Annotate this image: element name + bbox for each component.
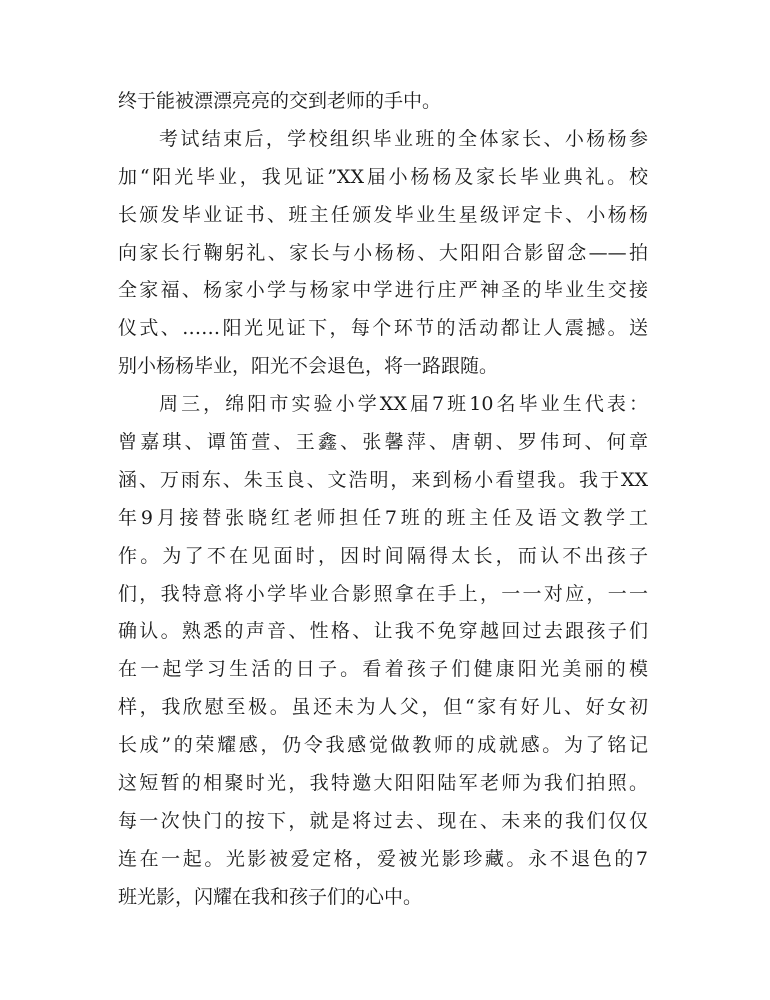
text-line: 样，我欣慰至极。虽还未为人父，但“家有好儿、好女初 [118, 696, 648, 719]
text-line: 向家长行鞠躬礼、家长与小杨杨、大阳阳合影留念——拍 [118, 241, 648, 264]
text-line: 班光影，闪耀在我和孩子们的心中。 [118, 885, 423, 908]
text-line: 终于能被漂漂亮亮的交到老师的手中。 [118, 90, 442, 112]
text-line: 年9月接替张晓红老师担任7班的班主任及语文教学工 [118, 506, 648, 529]
text-line: 长颁发毕业证书、班主任颁发毕业生星级评定卡、小杨杨 [118, 203, 648, 226]
text-line: 这短暂的相聚时光，我特邀大阳阳陆军老师为我们拍照。 [118, 772, 648, 795]
text-line: 连在一起。光影被爱定格，爱被光影珍藏。永不退色的7 [118, 847, 648, 870]
text-line: 考试结束后，学校组织毕业班的全体家长、小杨杨参 [159, 127, 648, 150]
text-line: 周三，绵阳市实验小学XX届7班10名毕业生代表： [159, 393, 648, 416]
text-line: 在一起学习生活的日子。看着孩子们健康阳光美丽的模 [118, 658, 648, 681]
text-line: 确认。熟悉的声音、性格、让我不免穿越回过去跟孩子们 [118, 620, 648, 643]
text-line: 曾嘉琪、谭笛萱、王鑫、张馨萍、唐朝、罗伟珂、何章 [118, 431, 648, 454]
text-line: 全家福、杨家小学与杨家中学进行庄严神圣的毕业生交接 [118, 279, 648, 302]
text-line: 每一次快门的按下，就是将过去、现在、未来的我们仅仅 [118, 809, 648, 832]
text-line: 涵、万雨东、朱玉良、文浩明，来到杨小看望我。我于XX [118, 468, 648, 491]
text-line: 长成”的荣耀感，仍令我感觉做教师的成就感。为了铭记 [118, 734, 648, 757]
body-text [118, 83, 648, 917]
text-line: 别小杨杨毕业，阳光不会退色，将一路跟随。 [118, 355, 499, 378]
text-line: 仪式、……阳光见证下，每个环节的活动都让人震撼。送 [118, 317, 648, 340]
text-line: 加“阳光毕业，我见证”XX届小杨杨及家长毕业典礼。校 [118, 165, 648, 188]
text-line: 们，我特意将小学毕业合影照拿在手上，一一对应，一一 [118, 582, 648, 605]
text-line: 作。为了不在见面时，因时间隔得太长，而认不出孩子 [118, 544, 648, 567]
